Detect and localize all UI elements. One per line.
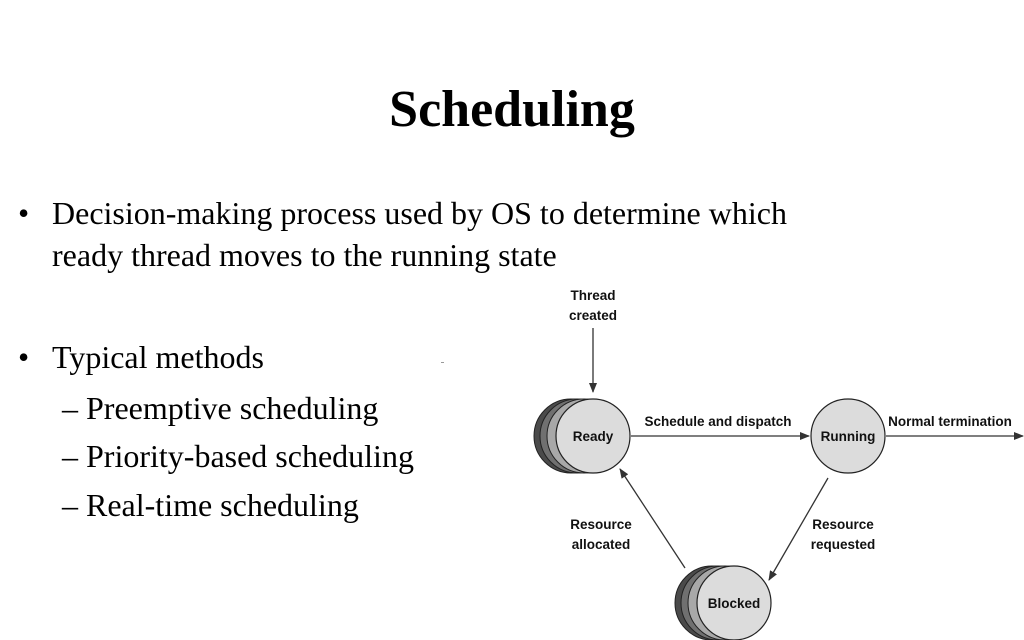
thread-created-label-2: created xyxy=(568,308,618,323)
ready-state xyxy=(534,399,630,473)
slide-title: Scheduling xyxy=(389,81,635,138)
running-state xyxy=(811,399,885,473)
bullet-text: Typical methods xyxy=(52,339,264,375)
bullet-text-line-1: Decision-making process used by OS to determine which xyxy=(52,195,787,231)
normal-termination-label: Normal termination xyxy=(888,414,1012,429)
resource-allocated-label-2: allocated xyxy=(571,537,631,552)
blocked-label: Blocked xyxy=(707,596,761,611)
resource-requested-label-1: Resource xyxy=(812,517,874,532)
stray-mark xyxy=(441,362,444,363)
subitem-preemptive: – Preemptive scheduling xyxy=(62,390,379,426)
ready-label: Ready xyxy=(572,429,614,444)
bullet-text-line-2: ready thread moves to the running state xyxy=(52,237,557,273)
thread-state-diagram xyxy=(520,280,1024,640)
bullet-symbol: • xyxy=(18,195,30,231)
schedule-dispatch-label: Schedule and dispatch xyxy=(644,414,792,429)
bullet-symbol: • xyxy=(18,339,30,375)
resource-requested-label-2: requested xyxy=(810,537,876,552)
subitem-real-time: – Real-time scheduling xyxy=(62,487,359,523)
subitem-priority-based: – Priority-based scheduling xyxy=(62,438,414,474)
resource-allocated-label-1: Resource xyxy=(570,517,632,532)
blocked-state xyxy=(675,566,771,640)
thread-created-label-1: Thread xyxy=(570,288,616,303)
running-label: Running xyxy=(820,429,876,444)
